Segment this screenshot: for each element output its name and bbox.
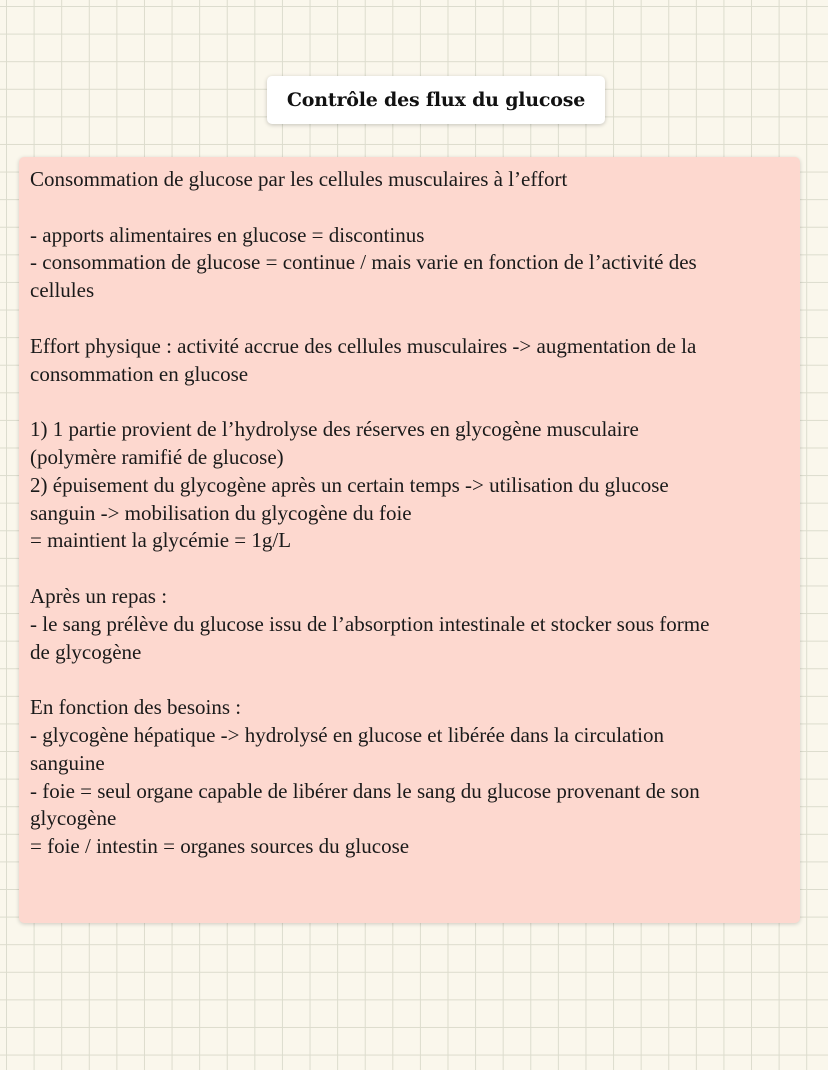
note-line: En fonction des besoins :	[30, 695, 242, 720]
note-line: Après un repas :	[30, 583, 168, 608]
note-line: 2) épuisement du glycogène après un certain temps -> utilisation du glucose	[30, 472, 669, 497]
note-line: consommation en glucose	[30, 361, 249, 386]
note-line: - glycogène hépatique -> hydrolysé en glucose et libérée dans la circulation	[30, 722, 665, 747]
note-line: = maintient la glycémie = 1g/L	[30, 528, 292, 553]
note-card	[19, 157, 800, 923]
blank-line	[30, 388, 788, 416]
title-card	[267, 76, 605, 124]
blank-line	[30, 194, 788, 222]
blank-line	[30, 305, 788, 333]
note-line: - foie = seul organe capable de libérer dans le sang du glucose provenant de son	[30, 778, 700, 803]
note-line: Effort physique : activité accrue des cellules musculaires -> augmentation de la	[30, 333, 697, 358]
note-line: de glycogène	[30, 639, 142, 664]
note-line: 1) 1 partie provient de l’hydrolyse des réserves en glycogène musculaire	[30, 417, 639, 442]
note-line: cellules	[30, 278, 95, 303]
note-line: sanguine	[30, 750, 105, 775]
note-line: sanguin -> mobilisation du glycogène du foie	[30, 500, 412, 525]
page-title: Contrôle des flux du glucose	[286, 89, 586, 111]
note-line: - le sang prélève du glucose issu de l’absorption intestinale et stocker sous forme	[30, 611, 710, 636]
note-line: - consommation de glucose = continue / mais varie en fonction de l’activité des	[30, 250, 697, 275]
note-heading: Consommation de glucose par les cellules musculaires à l’effort	[30, 167, 568, 191]
note-line: (polymère ramifié de glucose)	[30, 444, 284, 469]
note-line: glycogène	[30, 806, 117, 831]
note-line: = foie / intestin = organes sources du glucose	[30, 834, 410, 859]
blank-line	[30, 666, 788, 694]
blank-line	[30, 555, 788, 583]
note-line: - apports alimentaires en glucose = discontinus	[30, 222, 425, 247]
